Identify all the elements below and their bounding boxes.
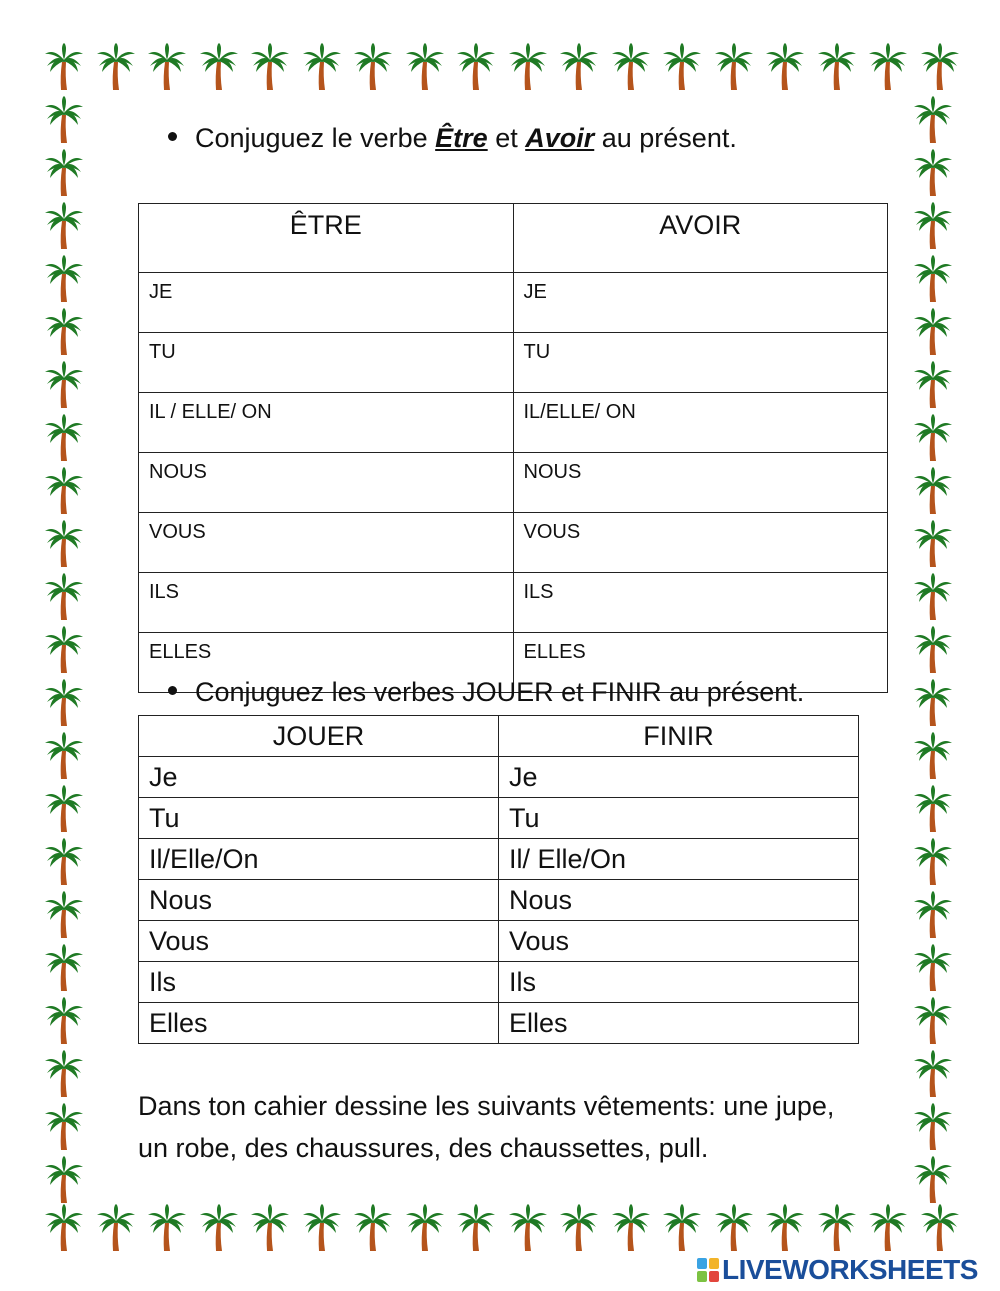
table-row <box>139 573 888 633</box>
drawing-instruction: Dans ton cahier dessine les suivants vêtements: une jupe, un robe, des chaussures, des chaussettes, pull. <box>138 1091 835 1163</box>
palm-tree-icon <box>405 42 445 92</box>
header-finir: FINIR <box>499 716 859 757</box>
palm-tree-icon <box>868 42 908 92</box>
palm-tree-icon <box>559 1203 599 1253</box>
palm-tree-icon <box>44 1102 84 1152</box>
jouer-cell[interactable]: Vous <box>139 921 499 962</box>
palm-tree-icon <box>250 1203 290 1253</box>
jouer-finir-table <box>138 715 859 1044</box>
palm-tree-icon <box>44 943 84 993</box>
finir-cell[interactable]: Nous <box>499 880 859 921</box>
palm-tree-icon <box>913 466 953 516</box>
finir-cell[interactable]: Il/ Elle/On <box>499 839 859 880</box>
etre-avoir-table <box>138 203 888 693</box>
header-avoir: AVOIR <box>513 204 888 273</box>
liveworksheets-watermark[interactable] <box>697 1255 978 1285</box>
jouer-cell[interactable]: Je <box>139 757 499 798</box>
palm-tree-icon <box>913 1155 953 1205</box>
palm-tree-icon <box>199 1203 239 1253</box>
table-row <box>139 921 859 962</box>
palm-tree-icon <box>913 1102 953 1152</box>
palm-tree-icon <box>44 837 84 887</box>
palm-tree-icon <box>44 413 84 463</box>
palm-tree-icon <box>199 42 239 92</box>
palm-tree-icon <box>611 42 651 92</box>
header-jouer: JOUER <box>139 716 499 757</box>
avoir-cell[interactable]: ILS <box>513 573 888 633</box>
jouer-cell[interactable]: Nous <box>139 880 499 921</box>
palm-tree-icon <box>913 943 953 993</box>
finir-cell[interactable]: Ils <box>499 962 859 1003</box>
palm-tree-icon <box>920 42 960 92</box>
palm-tree-icon <box>714 1203 754 1253</box>
palm-tree-icon <box>405 1203 445 1253</box>
palm-tree-icon <box>662 42 702 92</box>
instruction-jouer-finir <box>168 676 804 708</box>
palm-tree-icon <box>913 678 953 728</box>
jouer-cell[interactable]: Il/Elle/On <box>139 839 499 880</box>
jouer-cell[interactable]: Elles <box>139 1003 499 1044</box>
palm-tree-icon <box>913 625 953 675</box>
palm-tree-icon <box>913 572 953 622</box>
etre-cell[interactable]: NOUS <box>139 453 514 513</box>
logo-square <box>697 1258 707 1269</box>
palm-tree-icon <box>913 519 953 569</box>
palm-tree-icon <box>44 466 84 516</box>
palm-tree-icon <box>302 42 342 92</box>
palm-tree-icon <box>96 42 136 92</box>
palm-tree-icon <box>662 1203 702 1253</box>
finir-cell[interactable]: Elles <box>499 1003 859 1044</box>
avoir-cell[interactable]: ELLES <box>513 633 888 693</box>
instruction-etre-avoir <box>168 122 737 154</box>
verb-avoir: Avoir <box>525 123 595 153</box>
palm-tree-icon <box>913 996 953 1046</box>
palm-tree-icon <box>868 1203 908 1253</box>
etre-cell[interactable]: VOUS <box>139 513 514 573</box>
palm-tree-icon <box>913 784 953 834</box>
palm-tree-icon <box>913 1049 953 1099</box>
table-row <box>139 393 888 453</box>
palm-tree-icon <box>44 784 84 834</box>
palm-tree-icon <box>302 1203 342 1253</box>
logo-square <box>697 1271 707 1282</box>
instruction-text: Conjuguez les verbes JOUER et FINIR au présent. <box>195 677 805 707</box>
bullet-icon <box>168 686 177 695</box>
table-row <box>139 757 859 798</box>
instruction-suffix: au présent. <box>594 123 737 153</box>
palm-tree-icon <box>714 42 754 92</box>
avoir-cell[interactable]: IL/ELLE/ ON <box>513 393 888 453</box>
etre-cell[interactable]: ILS <box>139 573 514 633</box>
avoir-cell[interactable]: VOUS <box>513 513 888 573</box>
table-row <box>139 273 888 333</box>
palm-tree-icon <box>353 42 393 92</box>
palm-tree-icon <box>44 519 84 569</box>
palm-tree-icon <box>147 1203 187 1253</box>
palm-tree-icon <box>913 307 953 357</box>
logo-square <box>709 1271 719 1282</box>
palm-tree-icon <box>817 42 857 92</box>
liveworksheets-logo-icon <box>697 1258 719 1282</box>
bullet-icon <box>168 132 177 141</box>
palm-tree-icon <box>44 1049 84 1099</box>
palm-tree-icon <box>913 201 953 251</box>
palm-tree-icon <box>920 1203 960 1253</box>
palm-tree-icon <box>250 42 290 92</box>
jouer-cell[interactable]: Ils <box>139 962 499 1003</box>
palm-tree-icon <box>44 95 84 145</box>
palm-tree-icon <box>913 148 953 198</box>
table-row <box>139 1003 859 1044</box>
header-etre: ÊTRE <box>139 204 514 273</box>
palm-tree-icon <box>44 572 84 622</box>
palm-tree-icon <box>913 254 953 304</box>
table-row <box>139 962 859 1003</box>
palm-tree-icon <box>559 42 599 92</box>
palm-tree-icon <box>44 1155 84 1205</box>
instruction-connector: et <box>487 123 526 153</box>
palm-tree-icon <box>147 42 187 92</box>
finir-cell[interactable]: Vous <box>499 921 859 962</box>
palm-tree-icon <box>508 42 548 92</box>
avoir-cell[interactable]: TU <box>513 333 888 393</box>
etre-cell[interactable]: ELLES <box>139 633 514 693</box>
palm-tree-icon <box>44 678 84 728</box>
etre-cell[interactable]: JE <box>139 273 514 333</box>
watermark-text: LIVEWORKSHEETS <box>722 1254 978 1285</box>
palm-tree-icon <box>44 1203 84 1253</box>
palm-tree-icon <box>913 360 953 410</box>
palm-tree-icon <box>913 413 953 463</box>
finir-cell[interactable]: Tu <box>499 798 859 839</box>
jouer-cell[interactable]: Tu <box>139 798 499 839</box>
palm-tree-icon <box>913 95 953 145</box>
palm-tree-icon <box>96 1203 136 1253</box>
palm-tree-icon <box>456 42 496 92</box>
etre-cell[interactable]: IL / ELLE/ ON <box>139 393 514 453</box>
palm-tree-icon <box>913 837 953 887</box>
palm-tree-icon <box>44 360 84 410</box>
verb-etre: Être <box>435 123 488 153</box>
table-row <box>139 880 859 921</box>
table-row <box>139 333 888 393</box>
palm-tree-icon <box>44 201 84 251</box>
palm-tree-icon <box>353 1203 393 1253</box>
palm-tree-icon <box>508 1203 548 1253</box>
etre-cell[interactable]: TU <box>139 333 514 393</box>
palm-tree-icon <box>44 996 84 1046</box>
logo-square <box>709 1258 719 1269</box>
palm-tree-icon <box>44 625 84 675</box>
palm-tree-icon <box>765 42 805 92</box>
table-row <box>139 513 888 573</box>
table-row <box>139 839 859 880</box>
table-row <box>139 453 888 513</box>
palm-tree-icon <box>817 1203 857 1253</box>
palm-tree-icon <box>44 148 84 198</box>
palm-tree-icon <box>44 42 84 92</box>
palm-tree-icon <box>44 254 84 304</box>
avoir-cell[interactable]: NOUS <box>513 453 888 513</box>
table-row <box>139 798 859 839</box>
finir-cell[interactable]: Je <box>499 757 859 798</box>
palm-tree-icon <box>913 731 953 781</box>
palm-tree-icon <box>765 1203 805 1253</box>
palm-tree-icon <box>456 1203 496 1253</box>
palm-tree-icon <box>611 1203 651 1253</box>
palm-tree-icon <box>913 890 953 940</box>
palm-tree-icon <box>44 890 84 940</box>
palm-tree-icon <box>44 307 84 357</box>
palm-tree-icon <box>44 731 84 781</box>
instruction-prefix: Conjuguez le verbe <box>195 123 436 153</box>
avoir-cell[interactable]: JE <box>513 273 888 333</box>
